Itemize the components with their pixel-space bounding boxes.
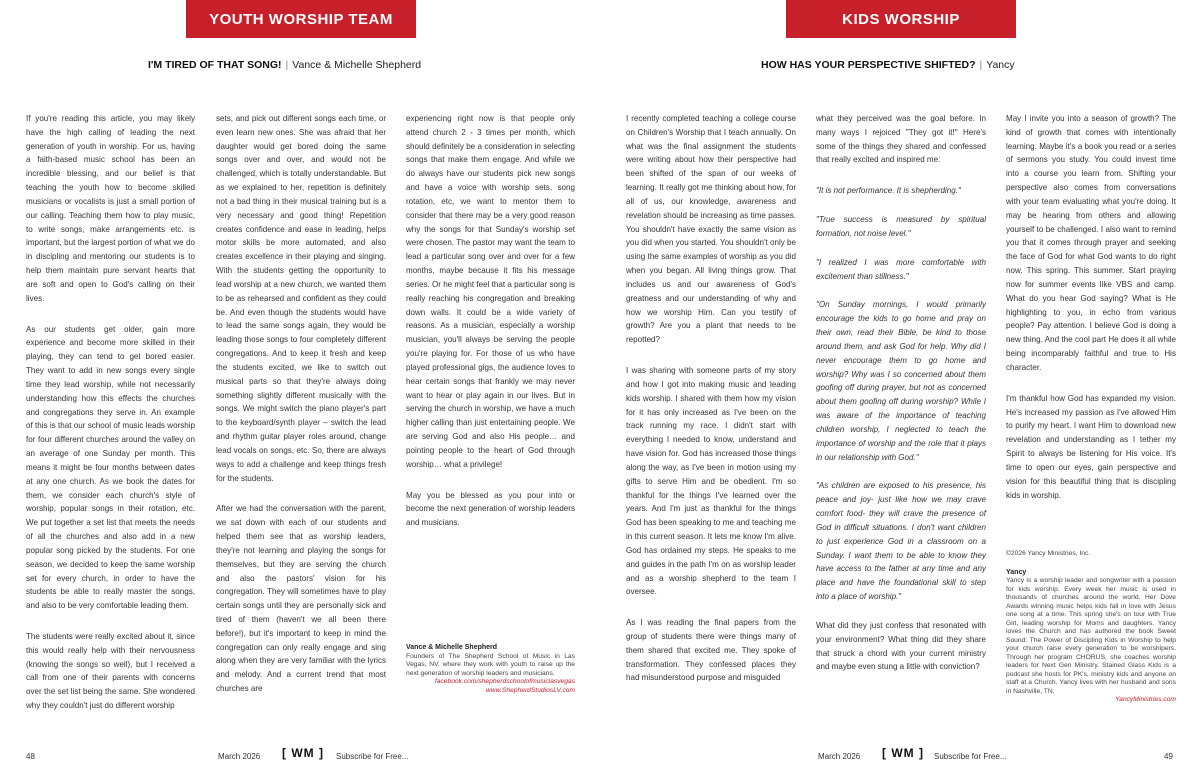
paragraph: I'm thankful how God has expanded my vision. He's increased my passion as I've allowed Him to purify my heart. I want Him to download new revelation and understanding as I tether my Spirit to always be listening for His voice. It's time to open our eyes, gain perspective and vision for this beautiful thing that is discipling kids in worship. — [1006, 393, 1176, 500]
wm-logo-right: [ WM ] — [882, 746, 925, 760]
article-subtitle-left: I'M TIRED OF THAT SONG! | Vance & Michelle Shepherd — [148, 59, 422, 71]
article-authors: Vance & Michelle Shepherd — [292, 59, 422, 71]
page-number-right: 49 — [1164, 752, 1173, 761]
quote-paragraph: "True success is measured by spiritual formation, not noise level." — [816, 215, 986, 238]
paragraph: As our students get older, gain more experience and become more skilled in their playing, they can tend to get bored easier. They want to add in new songs every single time they lead worship, while not necessarily understanding how this effects the churches and congregations they serve in. An example of this is that our school of music leads worship for four different churches around the valley on an average of one Sunday per month. This means it might be four months between dates at any one church. As we book the dates for them, we consider each church's style of worship, popular songs in their rotation, etc. We put together a set list that meets the needs of all the churches and also add in a new popular song picked by the students. For one season, we decided to keep the same worship set for every church, in order to have the students be able to really master the songs, and also to be very comfortable leading them. — [26, 324, 195, 611]
paragraph: experiencing right now is that people only attend church 2 - 3 times per month, which should definitely be a consideration in selecting songs that make them engage. And while we do always have our students pick new songs and have a voice with worship sets, song rotation, etc, we want to mentor them to consider that there may be a very good reason why the songs for that Sunday's worship set were chosen. The pastor may want the team to lead a particular song over and over for a few months, maybe because it fits his message series. Or he might feel that a particular song is really reaching his congregation and breaking down walls. It could be a wide variety of reasons. As a musician, especially a worship musician, you'll always be serving the people you're playing for. For those of us who have played professional gigs, the audience loves to hear certain songs that frankly we may never want to hear or play again in our lives. But in serving the church in worship, we have a much higher calling than just entertaining people. We are serving God and also His people… and pointing people to the heart of God through worship… what a privilege! — [406, 114, 575, 469]
paragraph: what they perceived was the goal before. In many ways I rejoiced "They got it!" Here's some of the things they shared and confessed that really excited and inspired me: — [816, 114, 986, 165]
footer-date-right: March 2026 — [818, 752, 861, 761]
quote-paragraph: "As children are exposed to his presence, his peace and joy- just like how we may crave comfort food- they will crave the presence of God in difficult situations. I don't want children to just experience God in a classroom on a Sunday. I want them to be able to know they have access to the father at any time and any place and have the foundational skill to step into a place of worship." — [816, 481, 986, 602]
page-number-left: 48 — [26, 752, 35, 761]
bio-text: Yancy is a worship leader and songwriter with a passion for kids worship. Every week her music is used in thousands of churches around the world. Her Dove Awards winning music helps kids fall in love with Jesus one song at a time. This spring she's on tour with True Girl, leading worship for Moms and daughters. Yancy loves the Church and has authored the book Sweet Sound: The Power of Discipling Kids in Worship to help your church raise every generation to be worshipers. Through her program CHORUS, she coaches worship leaders for Next Gen Ministry. Stained Glass Kids is a podcast she hosts for PK's, ministry kids and anyone on staff at a Church. Yancy lives with her husband and sons in Nashville, TN. — [1006, 577, 1176, 695]
article-authors: Yancy — [986, 59, 1015, 71]
bio-link-website[interactable]: YancyMinistries.com — [1115, 696, 1176, 704]
article-column-1 — [26, 112, 195, 730]
paragraph: After we had the conversation with the parent, we sat down with each of our students and helped them see that as worship leaders, they're not learning and playing the songs for themselves, but they are serving the church and also the pastors' vision for his congregation. They will sometimes have to play certain songs until they are personally sick and tired of them (haven't we all been there before!), but it's important to keep in mind the congregation can only really engage and sing along when they are very familiar with the lyrics and melody. And a current trend that most churches are — [216, 504, 386, 694]
subscribe-link-left[interactable]: Subscribe for Free... — [336, 752, 409, 761]
paragraph: As I was reading the final papers from the group of students there were things many of them shared that excited me. They spoke of transformation. They confessed places they had misunderstood purpose and misguided — [626, 618, 796, 683]
quote-paragraph: "It is not performance. It is shepherding." — [816, 186, 961, 196]
bio-name: Yancy — [1006, 568, 1027, 576]
paragraph: If you're reading this article, you may likely have the high calling of leading the next generation of youth in worship. For us, having a faith-based music school has been an incredible blessing, and our belief is that teaching the youth how to become skilled musicians or vocalists is just a small portion of our calling. Teaching them how to play music, to write songs, make arrangements etc. is important, but the largest portion of what we do in discipling and mentoring our students is to help them maintain pure servant hearts that are soft and open to God's calling on their lives. — [26, 114, 195, 303]
bio-text: Founders of The Shepherd School of Music in Las Vegas, NV, where they work with youth to raise up the next generation of worship leaders and musicians. — [406, 652, 575, 677]
wm-logo-left: [ WM ] — [282, 746, 325, 760]
paragraph: May I invite you into a season of growth? The kind of growth that comes with intentionally learning. Maybe it's a book you read or a series of sermons you study. You could invest time into a course you learn from. Shifting your perspective also comes from conversations with your team evaluating what you're doing. It may be hearing from others and allowing yourself to be challenged. I also want to remind you that it comes through prayer and seeking the face of God for what God wants to do right now. This spring. This summer. Start praying now for summer events like VBS and camp. What do you hear God saying? What is He highlighting to you, in echo from various people? Pay attention. I believe God is doing a new thing. And the cool part He does it all while being incomparably faithful and true to His character. — [1006, 114, 1176, 372]
copyright: ©2026 Yancy Ministries, Inc. — [1006, 550, 1091, 557]
article-column-3 — [406, 112, 575, 547]
quote-paragraph: "On Sunday mornings, I would primarily encourage the kids to go home and pray on their own, read their Bible, be kind to those around them, and ask God for help. Why did I never encourage them to go home and worship? Why was I so concerned about them goofing off during prayer, but not as concerned about them goofing off during worship? While I was aware of the importance of teaching children worship, I neglected to teach the importance of worship and the role that it plays in our relationship with God." — [816, 300, 986, 462]
paragraph: sets, and pick out different songs each time, or even learn new ones. She was afraid that her daughter would get bored doing the same songs over and over, and would not be challenged, which is totally understandable. But as we explained to her, repetition is definitely not a bad thing in their musical training but is a very necessary and good thing! Repetition creates confidence and ease in leading, helps motor skills be more automated, and also creates excellence in their playing and singing. With the students getting the opportunity to lead worship at a new church, we wanted them to be as rehearsed and confident as they could be. And even though the students would have to lead the same songs again, they would be leading those songs to four completely different congregations. And to keep it fresh and keep the students excited, we like to switch out musical parts so that they're always doing something slightly different musically with the songs. We might switch the piano player's part to the keyboard/synth player – switch the lead and rhythm guitar player roles around, change lead vocals on songs, etc. So, there are always ways to add a challenge and keep things fresh for the students. — [216, 114, 386, 483]
bio-link-facebook[interactable]: facebook.com/shepherdschoolofmusiclasvegas — [434, 678, 575, 686]
article-column-2 — [216, 112, 386, 713]
article-column-4 — [626, 112, 796, 702]
article-column-5 — [816, 112, 986, 691]
section-tab-youth-worship: YOUTH WORSHIP TEAM — [186, 0, 416, 38]
bio-link-website[interactable]: www.ShepherdStudiosLV.com — [485, 686, 575, 694]
author-bio-left — [406, 644, 575, 695]
footer-date-left: March 2026 — [218, 752, 261, 761]
paragraph: May you be blessed as you pour into or become the next generation of worship leaders and musicians. — [406, 490, 575, 528]
article-subtitle-right: HOW HAS YOUR PERSPECTIVE SHIFTED? | Yancy — [761, 59, 1015, 71]
bio-name: Vance & Michelle Shepherd — [406, 644, 498, 651]
author-bio-right — [1006, 550, 1176, 705]
quote-paragraph: "I realized I was more comfortable with excitement than stillness." — [816, 257, 986, 281]
paragraph: The students were really excited about it, since this would really help with their nervousness (knowing the songs so well), but I received a call from one of their parents with concerns over the set list being the same. She wondered why they couldn't just do different worship — [26, 631, 195, 711]
article-column-6 — [1006, 112, 1176, 519]
paragraph: I recently completed teaching a college course on Children's Worship that I teach annually. On what was the final assignment the students were writing about how their perspective had been shifted of the span of our weeks of learning. It really got me thinking about how, for all of us, our knowledge, awareness and revelation should be increasing as time passes. You shouldn't have exactly the same vision as you did when you started. You shouldn't only be using the same examples of worship as you did when you began. All living things grow. That includes us and our awareness of God's greatness and our understanding of why and how we worship Him. Can you testify of growth? Are you a plant that needs to be repotted? — [626, 114, 796, 345]
paragraph: What did they just confess that resonated with your environment? What thing did they share that struck a chord with your current ministry and maybe even stung a little with conviction? — [816, 620, 986, 672]
article-title: HOW HAS YOUR PERSPECTIVE SHIFTED? — [761, 59, 976, 71]
subscribe-link-right[interactable]: Subscribe for Free... — [934, 752, 1007, 761]
article-title: I'M TIRED OF THAT SONG! — [148, 59, 282, 71]
section-tab-kids-worship: KIDS WORSHIP — [786, 0, 1016, 38]
paragraph: I was sharing with someone parts of my story and how I got into making music and leading kids worship. I shared with them how my vision for it has only increased as I've been on the track running my race. I didn't start with everything I needed to know, understand and have vision for. God has increased those things along the way, as I've been in motion using my gifts to serve Him and be obedient. I'm so thankful for the things I've learned over the years. And I'm just as thankful for the things God has been speaking to me and teaching me in this current season. It lets me know I'm alive. God has ordained my steps. He speaks to me and guides in the path I'm on as worship leader and as a worship shepherd to the team I oversee. — [626, 366, 796, 597]
